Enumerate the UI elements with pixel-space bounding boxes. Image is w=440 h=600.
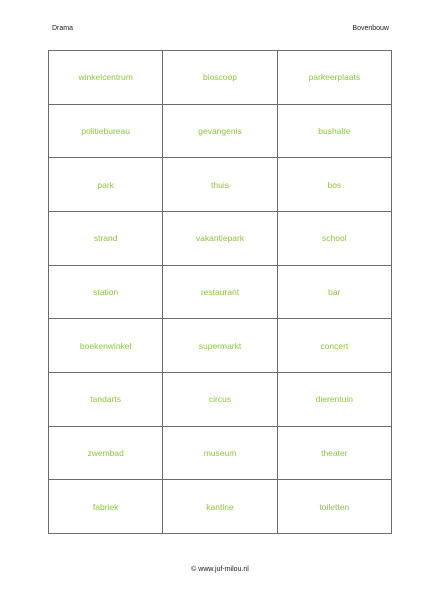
card-cell: strand (49, 212, 163, 266)
card-cell: bushalte (278, 105, 392, 159)
card-cell: station (49, 266, 163, 320)
card-cell: vakantiepark (163, 212, 277, 266)
card-cell: fabriek (49, 480, 163, 534)
card-cell: park (49, 158, 163, 212)
card-cell: toiletten (278, 480, 392, 534)
card-cell: concert (278, 319, 392, 373)
card-cell: circus (163, 373, 277, 427)
level-label: Bovenbouw (352, 25, 389, 32)
card-cell: bar (278, 266, 392, 320)
card-cell: dierentuin (278, 373, 392, 427)
copyright-footer: © www.juf-milou.nl (191, 566, 249, 573)
card-cell: supermarkt (163, 319, 277, 373)
card-cell: thuis (163, 158, 277, 212)
card-cell: politiebureau (49, 105, 163, 159)
card-cell: gevangenis (163, 105, 277, 159)
card-cell: bos (278, 158, 392, 212)
card-cell: bioscoop (163, 51, 277, 105)
card-cell: boekenwinkel (49, 319, 163, 373)
card-cell: theater (278, 427, 392, 481)
card-grid (48, 50, 392, 534)
card-cell: zwembad (49, 427, 163, 481)
card-cell: winkelcentrum (49, 51, 163, 105)
card-cell: parkeerplaats (278, 51, 392, 105)
subject-label: Drama (52, 25, 74, 32)
card-cell: restaurant (163, 266, 277, 320)
card-cell: kantine (163, 480, 277, 534)
card-cell: museum (163, 427, 277, 481)
card-cell: tandarts (49, 373, 163, 427)
card-cell: school (278, 212, 392, 266)
